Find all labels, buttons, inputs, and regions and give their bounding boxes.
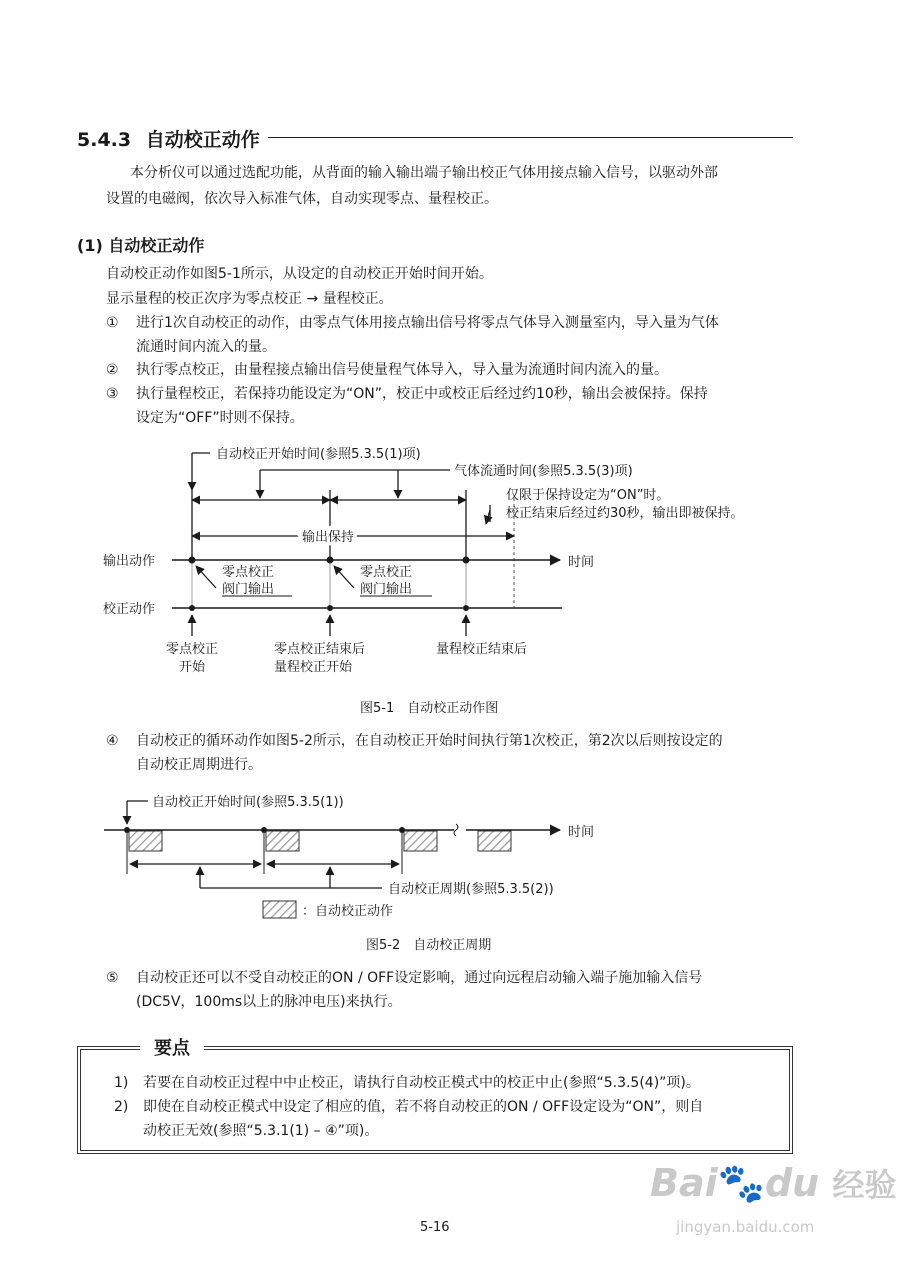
fig1-hold-note-2: 校正结束后经过约30秒，输出即被保持。 — [506, 506, 744, 521]
kp-1-line-1: 若要在自动校正过程中中止校正，请执行自动校正模式中的校正中止(参照“5.3.5(4)”项)。 — [143, 1075, 700, 1091]
watermark-url: jingyan.baidu.com — [676, 1218, 815, 1236]
item-4-line-2: 自动校正周期进行。 — [136, 757, 262, 773]
item-2-mark: ② — [106, 362, 119, 378]
calib-dot-2 — [327, 605, 333, 611]
fig2-dot-3 — [399, 827, 405, 833]
subsection-title: (1) 自动校正动作 — [77, 236, 205, 255]
page-number: 5-16 — [420, 1220, 450, 1235]
fig2-caption: 图5-2 自动校正周期 — [366, 938, 492, 953]
section-rule — [268, 137, 793, 138]
fig1-ev2-l1: 零点校正结束后 — [274, 642, 366, 657]
watermark-brand-2: du — [764, 1161, 820, 1205]
fig2-calib-block-3 — [404, 831, 437, 851]
fig2-legend: ：自动校正动作 — [302, 904, 394, 919]
item-4-line-1: 自动校正的循环动作如图5-2所示，在自动校正开始时间执行第1次校正，第2次以后则按设定的 — [136, 733, 723, 749]
fig1-ev1-l2: 开始 — [178, 660, 206, 675]
item-1-line-2: 流通时间内流入的量。 — [136, 339, 276, 355]
fig1-valve1-l2: 阀门输出 — [222, 582, 275, 597]
fig1-hold-note-1: 仅限于保持设定为“ON”时。 — [506, 488, 670, 503]
watermark-brand: Bai — [650, 1161, 718, 1205]
item-2-line-1: 执行零点校正，由量程接点输出信号使量程气体导入，导入量为流通时间内流入的量。 — [136, 362, 668, 378]
fig2-axis-break — [454, 824, 458, 836]
fig2-start-label: 自动校正开始时间(参照5.3.5(1)) — [152, 795, 344, 810]
kp-2-line-1: 即使在自动校正模式中设定了相应的值，若不将自动校正的ON / OFF设定设为“ON”，则自 — [143, 1099, 704, 1115]
section-title: 自动校正动作 — [145, 129, 260, 151]
intro-line-1: 本分析仪可以通过选配功能，从背面的输入输出端子输出校正气体用接点输入信号，以驱动外部 — [130, 165, 718, 181]
fig2-time: 时间 — [568, 825, 595, 840]
fig2-period-label: 自动校正周期(参照5.3.5(2)) — [388, 882, 554, 897]
fig1-row-calib: 校正动作 — [103, 602, 156, 617]
fig1-valve2-l1: 零点校正 — [360, 565, 413, 580]
fig1-start-label: 自动校正开始时间(参照5.3.5(1)项) — [216, 447, 421, 462]
keypoints-title: 要点 — [140, 1034, 204, 1060]
kp-2-line-2: 动校正无效(参照“5.3.1(1) – ④”项)。 — [143, 1123, 379, 1139]
watermark-cn: 经验 — [832, 1166, 897, 1204]
fig1-ev1-l1: 零点校正 — [165, 642, 219, 657]
fig1-ev2-l2: 量程校正开始 — [274, 660, 353, 675]
fig2-dot-1 — [124, 827, 130, 833]
fig1-output-hold: 输出保持 — [302, 530, 355, 545]
item-5-line-1: 自动校正还可以不受自动校正的ON / OFF设定影响，通过向远程启动输入端子施加输入信号 — [136, 970, 703, 986]
valve-2-pointer — [334, 566, 354, 588]
figure-5-2 — [0, 786, 911, 926]
fig2-dot-2 — [261, 827, 267, 833]
fig1-time: 时间 — [568, 555, 595, 570]
output-dot-3 — [463, 557, 470, 564]
fig1-valve2-l2: 阀门输出 — [360, 582, 413, 597]
kp-1-mark: 1) — [114, 1075, 129, 1091]
fig1-row-output: 输出动作 — [103, 554, 156, 569]
item-3-line-2: 设定为“OFF”时则不保持。 — [136, 410, 304, 426]
fig1-caption: 图5-1 自动校正动作图 — [360, 701, 499, 716]
section-heading — [77, 125, 260, 152]
calib-dot-1 — [189, 605, 195, 611]
fig1-flow-label: 气体流通时间(参照5.3.5(3)项) — [454, 464, 633, 479]
calib-dot-3 — [463, 605, 469, 611]
fig2-calib-block-2 — [266, 831, 299, 851]
watermark-logo — [650, 1160, 896, 1206]
item-3-line-1: 执行量程校正，若保持功能设定为“ON”，校正中或校正后经过约10秒，输出会被保持。保持 — [136, 386, 708, 402]
fig2-calib-block-4 — [478, 831, 511, 851]
intro-line-2: 设置的电磁阀，依次导入标准气体，自动实现零点、量程校正。 — [106, 191, 498, 207]
fig2-legend-swatch — [263, 901, 296, 918]
item-3-mark: ③ — [106, 386, 119, 402]
section-number: 5.4.3 — [77, 129, 132, 151]
item-5-mark: ⑤ — [106, 970, 119, 986]
desc-line-1: 自动校正动作如图5-1所示，从设定的自动校正开始时间开始。 — [106, 266, 493, 282]
paw-icon: 🐾 — [717, 1161, 765, 1205]
item-4-mark: ④ — [106, 733, 119, 749]
item-1-mark: ① — [106, 315, 119, 331]
figure-5-1 — [0, 430, 911, 690]
fig1-valve1-l1: 零点校正 — [222, 565, 275, 580]
valve-1-pointer — [196, 566, 216, 588]
output-dot-1 — [189, 557, 196, 564]
output-dot-2 — [327, 557, 334, 564]
kp-2-mark: 2) — [114, 1099, 129, 1115]
fig1-ev3-l1: 量程校正结束后 — [436, 642, 528, 657]
item-5-line-2: (DC5V，100ms以上的脉冲电压)来执行。 — [136, 994, 402, 1010]
item-1-line-1: 进行1次自动校正的动作，由零点气体用接点输出信号将零点气体导入测量室内，导入量为气体 — [136, 315, 719, 331]
desc-line-2: 显示量程的校正次序为零点校正 → 量程校正。 — [106, 291, 393, 307]
fig2-calib-block-1 — [129, 831, 162, 851]
